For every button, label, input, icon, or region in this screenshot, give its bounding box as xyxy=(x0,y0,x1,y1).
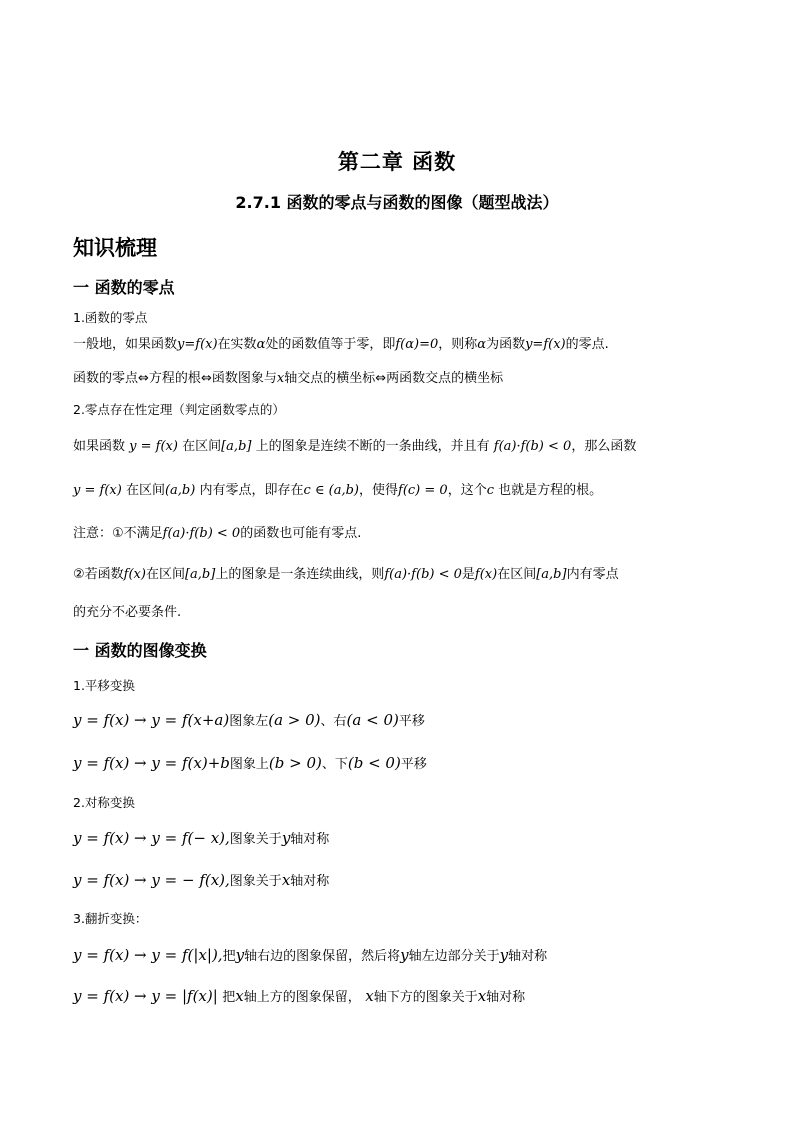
part2-sub2: 2.对称变换 xyxy=(73,795,135,810)
part1-heading: 一 函数的零点 xyxy=(73,278,175,297)
theorem-line1: 如果函数 y = f(x) 在区间[a,b] 上的图象是连续不断的一条曲线，并且有 f(a)·f(b) < 0，那么函数 xyxy=(73,439,637,454)
equiv-arrow-icon: ⇔ xyxy=(375,371,387,386)
fold-abs-x: y = f(x) → y = f(|x|),把y轴右边的图象保留，然后将y轴左边部分关于y轴对称 xyxy=(73,946,548,964)
part2-sub1: 1.平移变换 xyxy=(73,678,135,693)
symmetry-y-axis: y = f(x) → y = f(− x),图象关于y轴对称 xyxy=(73,829,330,847)
section-title: 2.7.1 函数的零点与函数的图像（题型战法） xyxy=(235,193,559,212)
chapter-title: 第二章 函数 xyxy=(337,150,457,174)
translate-vertical: y = f(x) → y = f(x)+b图象上(b > 0)、下(b < 0)平移 xyxy=(73,754,427,772)
part2-heading: 一 函数的图像变换 xyxy=(73,641,207,660)
fold-abs-fx: y = f(x) → y = |f(x)| 把x轴上方的图象保留， x轴下方的图象关于x轴对称 xyxy=(73,987,526,1005)
part1-sub2: 2.零点存在性定理（判定函数零点的） xyxy=(73,402,285,417)
equivalence-line: 函数的零点⇔方程的根⇔函数图象与x轴交点的横坐标⇔两函数交点的横坐标 xyxy=(73,371,504,386)
zero-definition: 一般地，如果函数y=f(x)在实数α处的函数值等于零，即f(α)=0，则称α为函数y=f(x)的零点. xyxy=(73,337,609,352)
symmetry-x-axis: y = f(x) → y = − f(x),图象关于x轴对称 xyxy=(73,871,330,889)
equiv-arrow-icon: ⇔ xyxy=(200,371,212,386)
equiv-arrow-icon: ⇔ xyxy=(138,371,149,386)
part2-sub3: 3.翻折变换： xyxy=(73,911,148,926)
note-line2: ②若函数f(x)在区间[a,b]上的图象是一条连续曲线，则f(a)·f(b) < 0是f(x)在区间[a,b]内有零点 xyxy=(73,567,619,582)
part1-sub1: 1.函数的零点 xyxy=(73,310,148,325)
theorem-line2: y = f(x) 在区间(a,b) 内有零点，即存在c ∈ (a,b)，使得f(c) = 0，这个c 也就是方程的根。 xyxy=(73,483,603,498)
note-line3: 的充分不必要条件. xyxy=(73,605,182,620)
knowledge-heading: 知识梳理 xyxy=(73,236,157,260)
note-line1: 注意：①不满足f(a)·f(b) < 0的函数也可能有零点. xyxy=(73,526,362,541)
translate-horizontal: y = f(x) → y = f(x+a)图象左(a > 0)、右(a < 0)平移 xyxy=(73,711,425,729)
